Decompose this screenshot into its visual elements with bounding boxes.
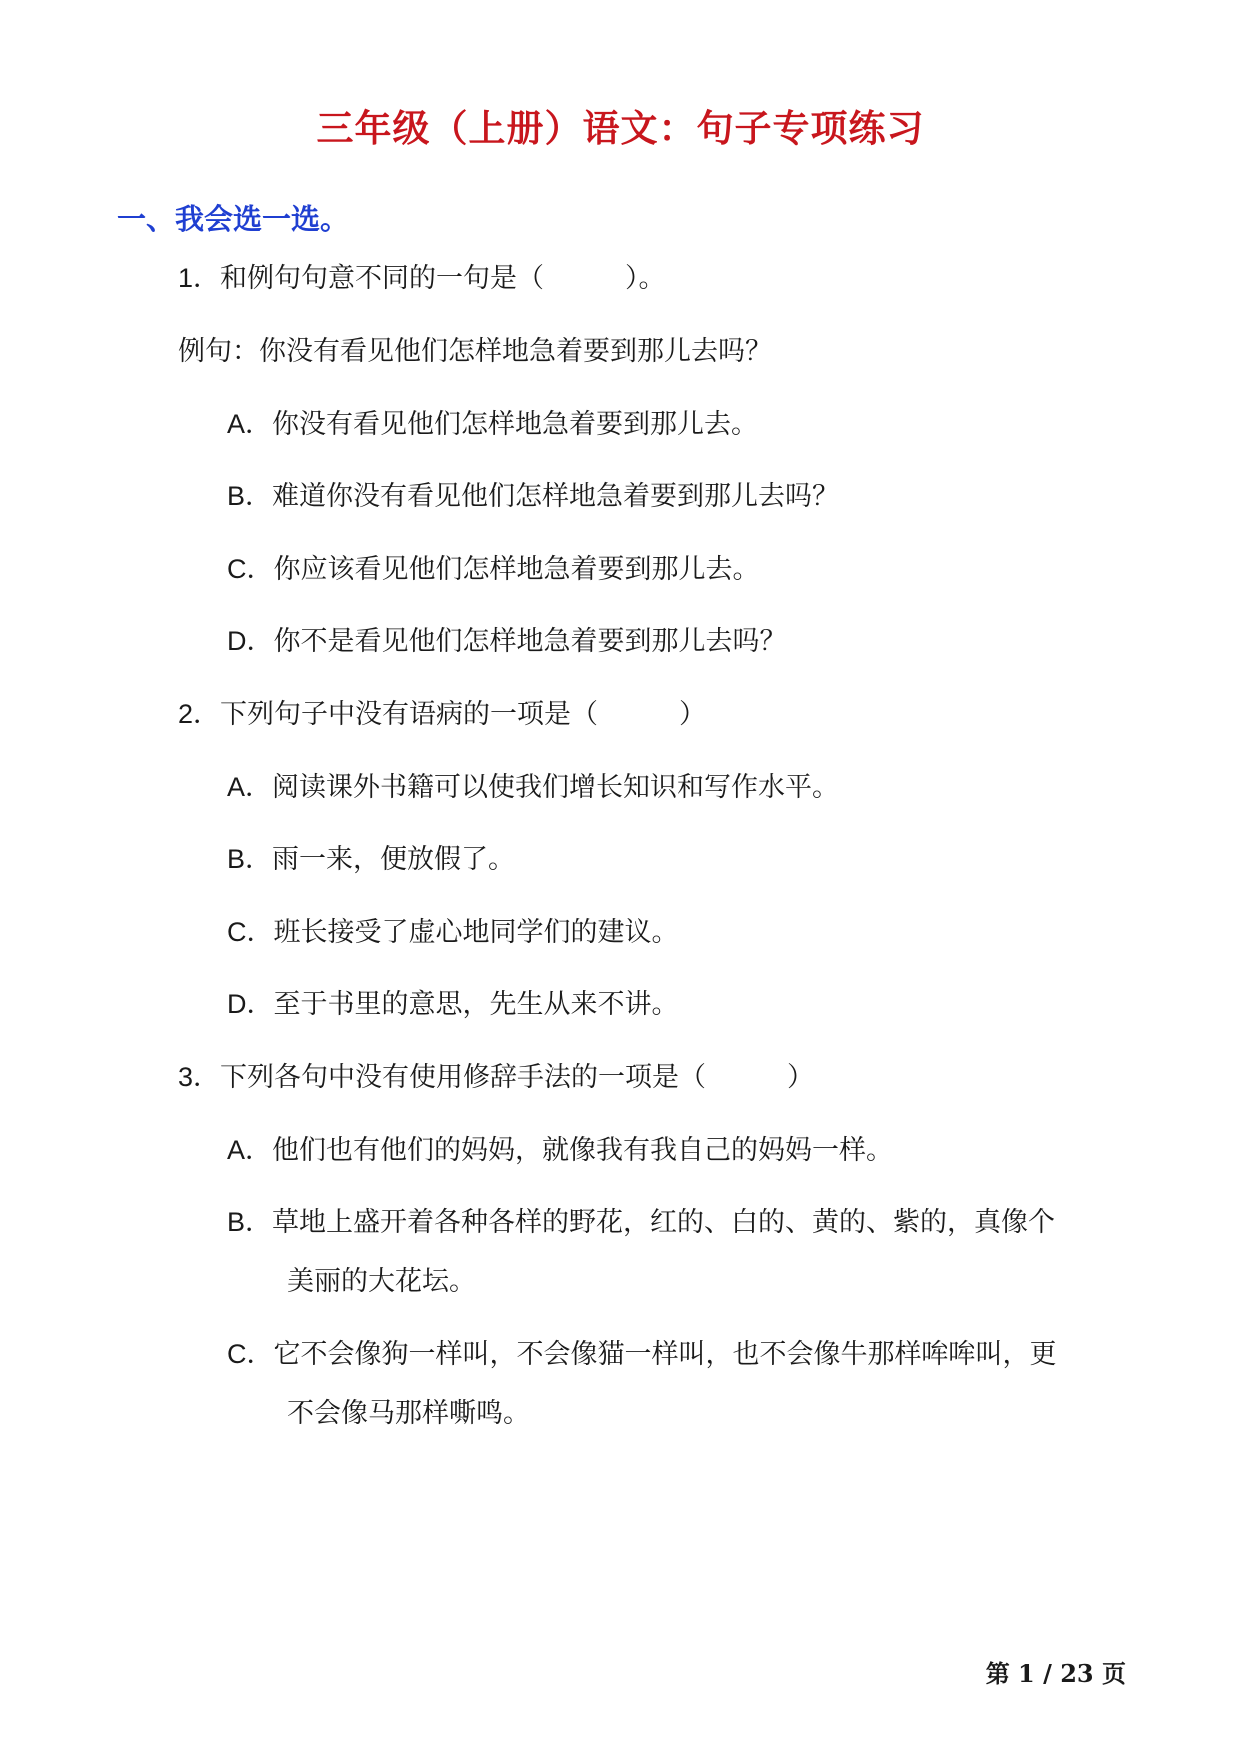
option-text: 你没有看见他们怎样地急着要到那儿去。 [272, 409, 759, 440]
option-continuation: 不会像马那样嘶鸣。 [287, 1398, 530, 1429]
option-text: 雨一来，便放假了。 [272, 844, 516, 875]
question-number: 2． [178, 699, 221, 729]
option-d [227, 621, 787, 662]
option-text: 你应该看见他们怎样地急着要到那儿去。 [273, 554, 760, 585]
option-c [227, 912, 679, 953]
option-letter: B． [227, 844, 273, 874]
option-c [227, 1334, 1057, 1375]
question-number: 1． [178, 263, 221, 293]
option-b [227, 1202, 1055, 1243]
example-sentence: 例句：你没有看见他们怎样地急着要到那儿去吗？ [178, 336, 772, 367]
question-text: 下列各句中没有使用修辞手法的一项是（ ） [220, 1062, 815, 1093]
option-continuation: 美丽的大花坛。 [287, 1266, 476, 1297]
page-number: 第 1 / 23 页 [985, 1659, 1126, 1688]
option-b [227, 839, 515, 880]
option-d [227, 984, 679, 1025]
option-letter: B． [227, 481, 273, 511]
option-a [227, 404, 758, 445]
option-letter: A． [227, 1135, 273, 1165]
option-text: 班长接受了虚心地同学们的建议。 [273, 917, 679, 948]
option-letter: A． [227, 772, 273, 802]
option-c [227, 549, 760, 590]
question-text: 下列句子中没有语病的一项是（ ） [220, 699, 707, 730]
option-letter: C． [227, 917, 274, 947]
option-text: 他们也有他们的妈妈，就像我有我自己的妈妈一样。 [272, 1135, 894, 1166]
option-text: 草地上盛开着各种各样的野花，红的、白的、黄的、紫的，真像个 [272, 1207, 1056, 1238]
option-a [227, 767, 839, 808]
option-text: 你不是看见他们怎样地急着要到那儿去吗？ [273, 626, 787, 657]
question-2 [178, 694, 706, 735]
option-letter: D． [227, 626, 274, 656]
option-text: 难道你没有看见他们怎样地急着要到那儿去吗？ [272, 481, 840, 512]
question-number: 3． [178, 1062, 221, 1092]
question-text: 和例句句意不同的一句是（ ）。 [220, 263, 666, 294]
option-letter: C． [227, 554, 274, 584]
section-heading: 一、我会选一选。 [117, 202, 350, 236]
option-letter: A． [227, 409, 273, 439]
option-b [227, 476, 839, 517]
option-a [227, 1130, 893, 1171]
option-text: 阅读课外书籍可以使我们增长知识和写作水平。 [272, 772, 840, 803]
option-letter: B． [227, 1207, 273, 1237]
page-title: 三年级（上册）语文：句子专项练习 [316, 106, 925, 150]
option-text: 它不会像狗一样叫，不会像猫一样叫，也不会像牛那样哞哞叫，更 [273, 1339, 1057, 1370]
option-text: 至于书里的意思，先生从来不讲。 [273, 989, 679, 1020]
question-3 [178, 1057, 814, 1098]
option-letter: C． [227, 1339, 274, 1369]
question-1 [178, 258, 666, 299]
option-letter: D． [227, 989, 274, 1019]
